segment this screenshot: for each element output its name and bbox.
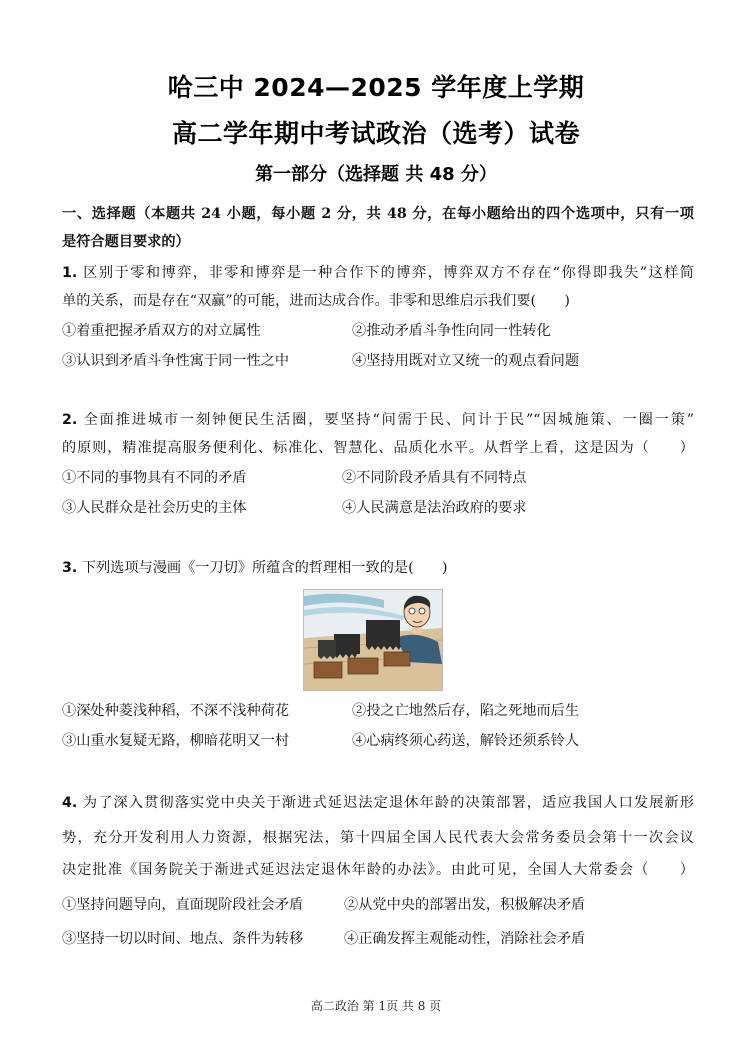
q2-options-row1 <box>62 467 694 489</box>
q1-options-row1 <box>62 320 694 342</box>
q1-stem: 1. 区别于零和博弈，非零和博弈是一种合作下的博弈，博弈双方不存在“你得即我失”这样简 <box>62 265 694 281</box>
q2-option-4: ④人民满意是法治政府的要求 <box>342 500 527 516</box>
cartoon-one-size-fits-all <box>303 589 443 691</box>
q1-options-row2 <box>62 350 694 372</box>
q3-number: 3. <box>62 560 78 576</box>
q4-stem: 4. 为了深入贯彻落实党中央关于渐进式延迟法定退休年龄的决策部署，适应我国人口发展新形 <box>62 795 694 811</box>
q2-stem-cont: 的原则，精准提高服务便利化、标准化、智慧化、品质化水平。从哲学上看，这是因为（ ） <box>62 440 694 456</box>
q4-number: 4. <box>62 795 78 811</box>
q3-option-3: ③山重水复疑无路，柳暗花明又一村 <box>62 733 290 749</box>
q3-options-row2 <box>62 730 694 752</box>
q4-option-4: ④正确发挥主观能动性，消除社会矛盾 <box>344 931 586 947</box>
q4-stem-cont1: 势，充分开发利用人力资源，根据宪法，第十四届全国人民代表大会常务委员会第十一次会议 <box>62 830 694 846</box>
q3-option-2: ②投之亡地然后存，陷之死地而后生 <box>352 703 580 719</box>
section-heading-cont: 是符合题目要求的） <box>62 234 190 250</box>
part-title: 第一部分（选择题 共 48 分） <box>255 164 497 185</box>
q4-stem-cont2: 决定批准《国务院关于渐进式延迟法定退休年龄的办法》。由此可见，全国人大常委会（ ） <box>62 862 694 878</box>
q2-stem: 2. 全面推进城市一刻钟便民生活圈，要坚持“问需于民、问计于民”“因城施策、一圈一策” <box>62 412 694 428</box>
q2-option-2: ②不同阶段矛盾具有不同特点 <box>342 470 527 486</box>
q3-option-1: ①深处种菱浅种稻，不深不浅种荷花 <box>62 703 290 719</box>
q1-number: 1. <box>62 265 78 281</box>
exam-subtitle: 高二学年期中考试政治（选考）试卷 <box>171 119 580 148</box>
q3-option-4: ④心病终须心药送，解铃还须系铃人 <box>352 733 580 749</box>
q2-option-1: ①不同的事物具有不同的矛盾 <box>62 470 247 486</box>
q4-option-3: ③坚持一切以时间、地点、条件为转移 <box>62 931 304 947</box>
q2-option-3: ③人民群众是社会历史的主体 <box>62 500 247 516</box>
page-footer: 高二政治 第 1页 共 8 页 <box>310 999 442 1013</box>
section-heading: 一、选择题（本题共 24 小题，每小题 2 分，共 48 分，在每小题给出的四个选项中，只有一项 <box>62 206 694 222</box>
q1-option-4: ④坚持用既对立又统一的观点看问题 <box>352 353 580 369</box>
q4-options-row1 <box>62 894 694 916</box>
q4-options-row2 <box>62 928 694 950</box>
q3-stem: 3. 下列选项与漫画《一刀切》所蕴含的哲理相一致的是( ) <box>62 560 448 576</box>
q1-option-2: ②推动矛盾斗争性向同一性转化 <box>352 323 551 339</box>
exam-title: 哈三中 2024—2025 学年度上学期 <box>167 73 585 102</box>
q2-options-row2 <box>62 497 694 519</box>
q4-option-1: ①坚持问题导向，直面现阶段社会矛盾 <box>62 897 304 913</box>
q1-option-3: ③认识到矛盾斗争性寓于同一性之中 <box>62 353 290 369</box>
q1-option-1: ①着重把握矛盾双方的对立属性 <box>62 323 261 339</box>
q1-stem-cont: 单的关系，而是存在“双赢”的可能，进而达成合作。非零和思维启示我们要( ) <box>62 293 570 309</box>
q3-options-row1 <box>62 700 694 722</box>
q4-option-2: ②从党中央的部署出发，积极解决矛盾 <box>344 897 586 913</box>
q2-number: 2. <box>62 412 78 428</box>
